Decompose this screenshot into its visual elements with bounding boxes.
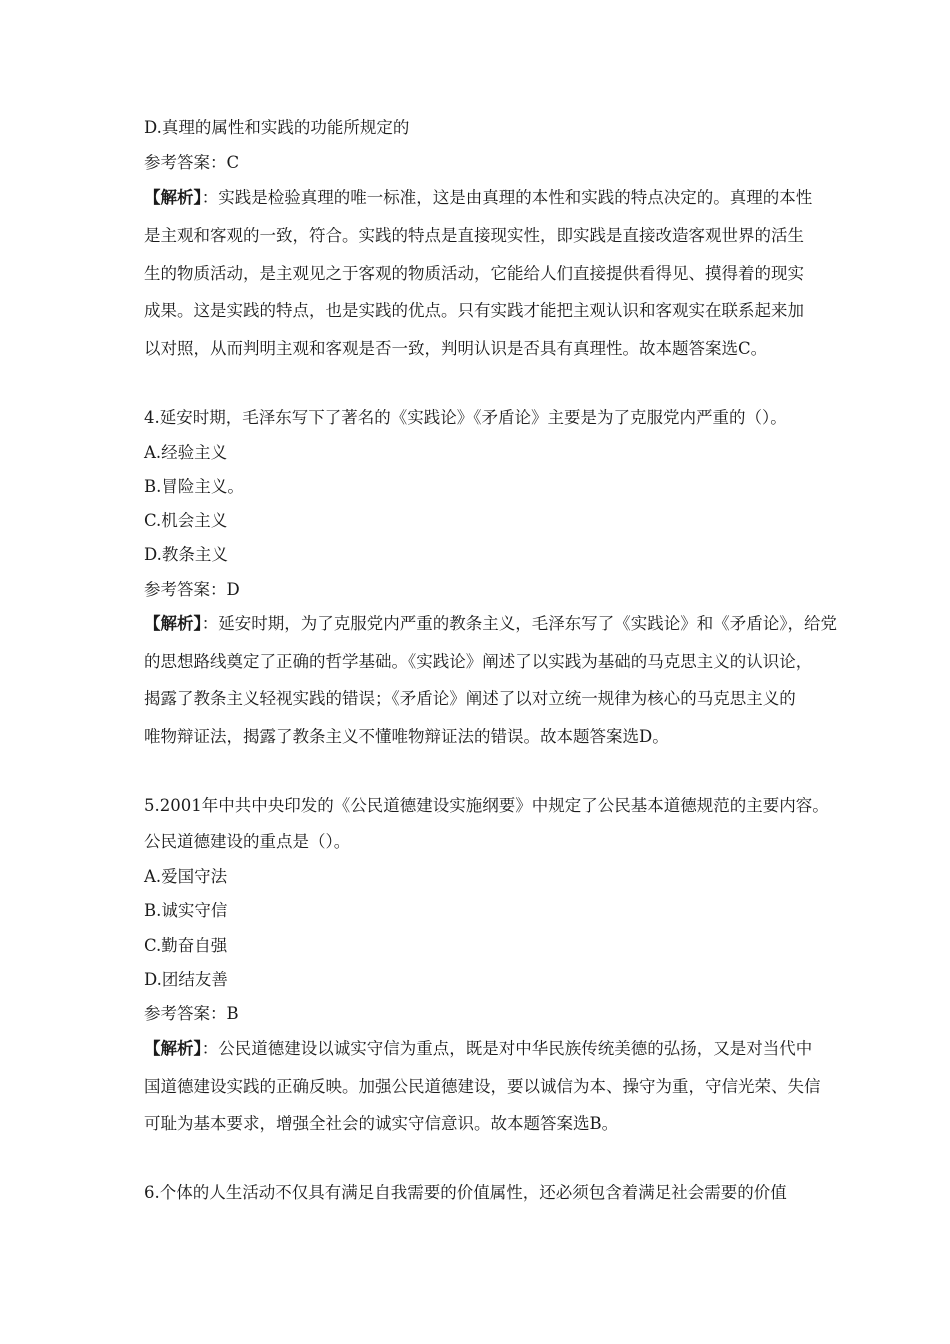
q4-option-b: B.冒险主义。 — [144, 477, 244, 496]
q4-option-d: D.教条主义 — [144, 545, 228, 564]
q3-analysis-line-2: 是主观和客观的一致，符合。实践的特点是直接现实性，即实践是直接改造客观世界的活生 — [144, 226, 804, 245]
q4-analysis-line-4: 唯物辩证法，揭露了教条主义不懂唯物辩证法的错误。故本题答案选D。 — [144, 727, 669, 746]
q4-stem: 4.延安时期，毛泽东写下了著名的《实践论》《矛盾论》主要是为了克服党内严重的（）。 — [144, 408, 787, 427]
q4-option-a: A.经验主义 — [144, 443, 228, 462]
q4-analysis-text: ：延安时期，为了克服党内严重的教条主义，毛泽东写了《实践论》和《矛盾论》，给党 — [201, 614, 837, 633]
q4-analysis-line-1 — [144, 614, 837, 634]
q3-option-d: D.真理的属性和实践的功能所规定的 — [144, 118, 410, 137]
q5-option-c: C.勤奋自强 — [144, 936, 228, 955]
q3-analysis-line-5: 以对照，从而判明主观和客观是否一致，判明认识是否具有真理性。故本题答案选C。 — [144, 339, 768, 358]
q6-stem: 6.个体的人生活动不仅具有满足自我需要的价值属性，还必须包含着满足社会需要的价值 — [144, 1183, 787, 1202]
q5-option-a: A.爱国守法 — [144, 867, 228, 886]
q3-analysis-text: ：实践是检验真理的唯一标准，这是由真理的本性和实践的特点决定的。真理的本性 — [201, 188, 813, 207]
q5-analysis-line-3: 可耻为基本要求，增强全社会的诚实守信意识。故本题答案选B。 — [144, 1114, 619, 1133]
q4-option-c: C.机会主义 — [144, 511, 228, 530]
q5-analysis-line-1 — [144, 1039, 812, 1059]
q3-analysis-line-1 — [144, 188, 812, 208]
q4-answer: 参考答案：D — [144, 580, 240, 599]
q3-answer: 参考答案：C — [144, 153, 240, 172]
q3-analysis-line-4: 成果。这是实践的特点，也是实践的优点。只有实践才能把主观认识和客观实在联系起来加 — [144, 301, 804, 320]
q3-analysis-line-3: 生的物质活动，是主观见之于客观的物质活动，它能给人们直接提供看得见、摸得着的现实 — [144, 264, 804, 283]
q5-analysis-tag: 【解析】 — [144, 1039, 202, 1058]
q5-analysis-line-2: 国道德建设实践的正确反映。加强公民道德建设，要以诚信为本、操守为重，守信光荣、失信 — [144, 1077, 821, 1096]
q3-analysis-tag: 【解析】 — [144, 188, 202, 207]
q5-answer: 参考答案：B — [144, 1004, 239, 1023]
q5-option-d: D.团结友善 — [144, 970, 228, 989]
q5-analysis-text: ：公民道德建设以诚实守信为重点，既是对中华民族传统美德的弘扬，又是对当代中 — [201, 1039, 813, 1058]
q4-analysis-tag: 【解析】 — [144, 614, 202, 633]
q5-stem-line-1: 5.2001年中共中央印发的《公民道德建设实施纲要》中规定了公民基本道德规范的主要内容。 — [144, 796, 829, 815]
q5-option-b: B.诚实守信 — [144, 901, 228, 920]
q4-analysis-line-2: 的思想路线奠定了正确的哲学基础。《实践论》阐述了以实践为基础的马克思主义的认识论， — [144, 652, 813, 671]
q5-stem-line-2: 公民道德建设的重点是（）。 — [144, 832, 351, 851]
q4-analysis-line-3: 揭露了教条主义轻视实践的错误；《矛盾论》阐述了以对立统一规律为核心的马克思主义的 — [144, 689, 796, 708]
